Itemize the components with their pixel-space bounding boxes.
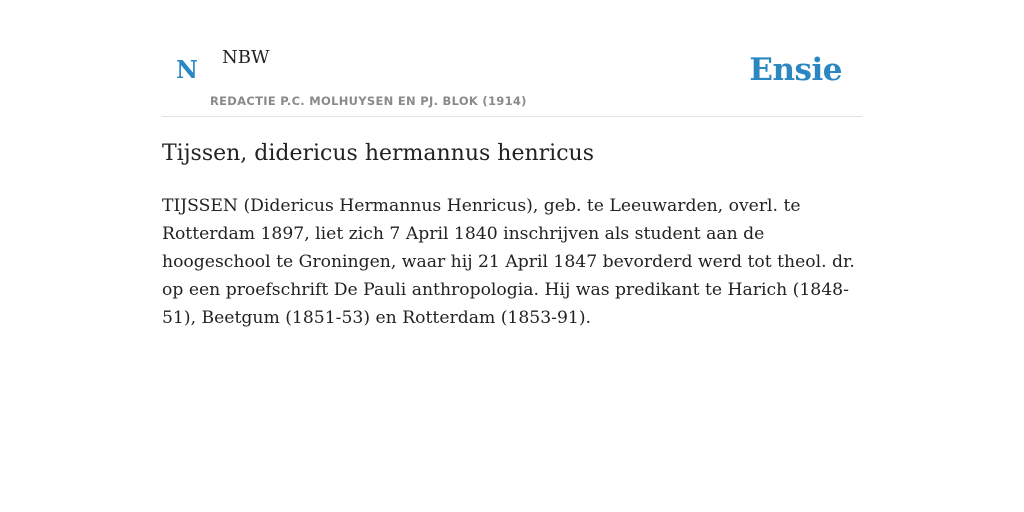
source-name[interactable]: NBW <box>222 47 270 68</box>
entry-body: TIJSSEN (Didericus Hermannus Henricus), geb. te Leeuwarden, overl. te Rotterdam 1897, liet zich 7 April 1840 inschrijven als student aan de hoogeschool te Groningen, waar hij 21 April 1847 bevorderd werd tot theol. dr. op een proefschrift De Pauli anthropologia. Hij was predikant te Harich (1848-51), Beetgum (1851-53) en Rotterdam (1853-91). <box>162 196 855 328</box>
source-header <box>162 0 862 117</box>
entry-title: Tijssen, didericus hermannus henricus <box>162 141 594 166</box>
brand-logo[interactable]: Ensie <box>749 52 842 88</box>
source-editors: REDACTIE P.C. MOLHUYSEN EN PJ. BLOK (1914) <box>210 94 527 108</box>
source-logo[interactable]: N <box>176 55 198 84</box>
